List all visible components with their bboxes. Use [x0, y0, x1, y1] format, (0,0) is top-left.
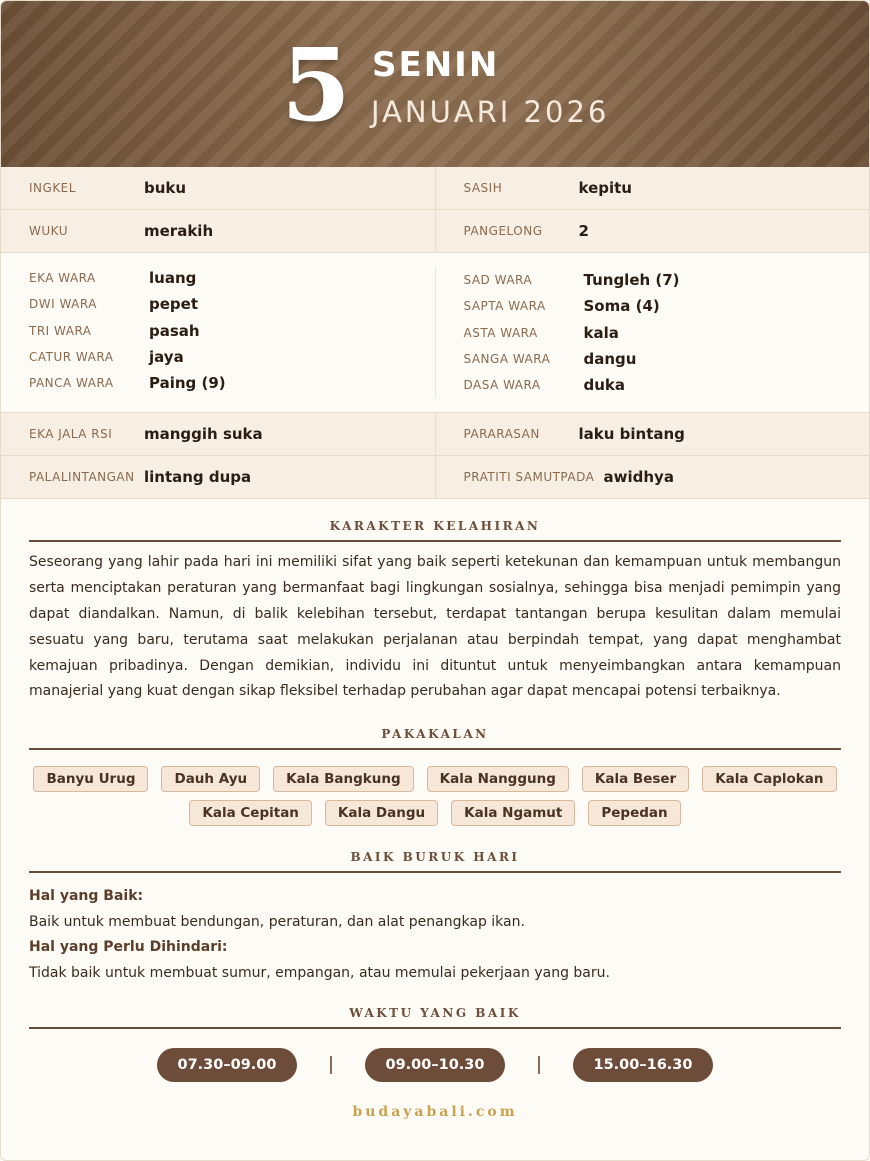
wara-row	[464, 267, 870, 293]
avoid-label: Hal yang Perlu Dihindari:	[29, 939, 228, 956]
info-cell-wuku	[1, 210, 435, 252]
wara-label: SANGA WARA	[463, 352, 551, 367]
wara-block	[1, 253, 869, 413]
info-value: laku bintang	[578, 425, 685, 444]
info-cell-pratiti-samutpada	[435, 456, 870, 498]
wara-label: CATUR WARA	[29, 350, 114, 365]
info-row-palalintangan-pratiti	[1, 456, 869, 499]
wara-column-left	[1, 265, 435, 400]
wara-value: Paing (9)	[149, 374, 226, 393]
time-slot-pill: 09.00–10.30	[365, 1048, 505, 1082]
info-label: EKA JALA RSI	[29, 427, 113, 442]
wara-row	[464, 293, 870, 319]
info-cell-sasih	[435, 167, 870, 209]
wara-value: Soma (4)	[583, 297, 660, 316]
wara-label: EKA WARA	[29, 271, 96, 286]
wara-value: kala	[583, 323, 619, 342]
wara-label: DWI WARA	[29, 297, 97, 312]
info-label: SASIH	[463, 181, 503, 195]
time-slot-pill: 15.00–16.30	[573, 1048, 713, 1082]
info-value: buku	[144, 179, 187, 197]
wara-row	[464, 372, 870, 398]
wara-row	[29, 265, 435, 291]
info-value: 2	[578, 222, 589, 240]
pakakalan-chip: Kala Nanggung	[427, 766, 569, 792]
section-title: PAKAKALAN	[29, 727, 841, 750]
good-text: Baik untuk membuat bendungan, peraturan, dan alat penangkap ikan.	[29, 913, 525, 930]
wara-row	[29, 344, 435, 370]
info-label: PARARASAN	[463, 427, 540, 442]
wara-label: SAD WARA	[463, 273, 533, 288]
waktu-section	[1, 1006, 869, 1082]
wara-row	[29, 370, 435, 396]
info-label: WUKU	[29, 224, 68, 238]
karakter-section	[1, 519, 869, 705]
section-title: KARAKTER KELAHIRAN	[29, 519, 841, 542]
section-title: WAKTU YANG BAIK	[29, 1006, 841, 1029]
slot-divider	[538, 1056, 540, 1074]
info-cell-eka-jala-rsi	[1, 413, 435, 455]
wara-value: pepet	[149, 295, 198, 314]
month-year: JANUARI 2026	[371, 95, 610, 129]
info-row-ingkel-sasih	[1, 167, 869, 210]
info-value: merakih	[144, 222, 214, 240]
wara-label: DASA WARA	[463, 378, 541, 393]
avoid-text: Tidak baik untuk membuat sumur, empangan, atau memulai pekerjaan yang baru.	[29, 964, 610, 981]
day-number: 5	[281, 26, 351, 144]
wara-value: luang	[149, 269, 197, 288]
pakakalan-chip: Kala Dangu	[325, 800, 438, 826]
info-value: kepitu	[578, 179, 632, 197]
pakakalan-section	[1, 727, 869, 826]
pakakalan-chip: Kala Cepitan	[189, 800, 312, 826]
info-cell-pararasan	[435, 413, 870, 455]
info-cell-palalintangan	[1, 456, 435, 498]
brand-footer: budayabali.com	[352, 1104, 518, 1121]
wara-row	[464, 346, 870, 372]
wara-row	[29, 318, 435, 344]
baik-buruk-section	[1, 850, 869, 986]
day-name: SENIN	[372, 45, 500, 85]
wara-label: SAPTA WARA	[463, 299, 546, 314]
info-label: INGKEL	[29, 181, 76, 195]
section-title: BAIK BURUK HARI	[29, 850, 841, 873]
wara-label: ASTA WARA	[463, 325, 538, 340]
wara-label: TRI WARA	[29, 323, 92, 338]
wara-value: pasah	[149, 321, 200, 340]
info-value: manggih suka	[144, 425, 263, 444]
info-value: awidhya	[603, 468, 674, 487]
date-header	[1, 1, 869, 167]
pakakalan-chip: Pepedan	[588, 800, 680, 826]
pakakalan-chip: Kala Ngamut	[451, 800, 575, 826]
info-label: PALALINTANGAN	[29, 470, 135, 485]
good-label: Hal yang Baik:	[29, 888, 144, 905]
pakakalan-chip: Dauh Ayu	[161, 766, 260, 792]
wara-value: Tungleh (7)	[583, 271, 680, 290]
wara-row	[464, 320, 870, 346]
pakakalan-chip: Kala Beser	[582, 766, 689, 792]
slot-divider	[330, 1056, 332, 1074]
wara-label: PANCA WARA	[29, 376, 114, 391]
wara-value: jaya	[149, 348, 184, 367]
time-slot-pill: 07.30–09.00	[157, 1048, 297, 1082]
info-row-wuku-pangelong	[1, 210, 869, 253]
pakakalan-chips	[29, 766, 841, 826]
wara-column-right	[435, 267, 870, 398]
info-value: lintang dupa	[144, 468, 252, 487]
pakakalan-chip: Banyu Urug	[33, 766, 148, 792]
pakakalan-chip: Kala Caplokan	[702, 766, 836, 792]
karakter-text: Seseorang yang lahir pada hari ini memiliki sifat yang baik seperti ketekunan dan kemampuan untuk membangun serta menciptakan peraturan yang bermanfaat bagi lingkungan sosialnya, sehingga bisa menjadi pemimpin yang dapat diandalkan. Namun, di balik kelebihan tersebut, terdapat tantangan berupa kesulitan dalam memulai sesuatu yang baru, terutama saat melakukan perjalanan atau berpindah tempat, yang dapat menghambat kemajuan pribadinya. Dengan demikian, individu ini dituntut untuk menyeimbangkan antara kemampuan manajerial yang kuat dengan sikap fleksibel terhadap perubahan agar dapat mencapai potensi terbaiknya.	[29, 554, 841, 700]
info-label: PRATITI SAMUTPADA	[463, 470, 595, 485]
info-label: PANGELONG	[463, 224, 543, 238]
info-row-ekajala-pararasan	[1, 413, 869, 456]
wara-row	[29, 291, 435, 317]
time-slots	[29, 1048, 841, 1082]
info-cell-ingkel	[1, 167, 435, 209]
wara-value: dangu	[583, 350, 637, 369]
info-cell-pangelong	[435, 210, 870, 252]
pakakalan-chip: Kala Bangkung	[273, 766, 414, 792]
wara-value: duka	[583, 376, 626, 395]
